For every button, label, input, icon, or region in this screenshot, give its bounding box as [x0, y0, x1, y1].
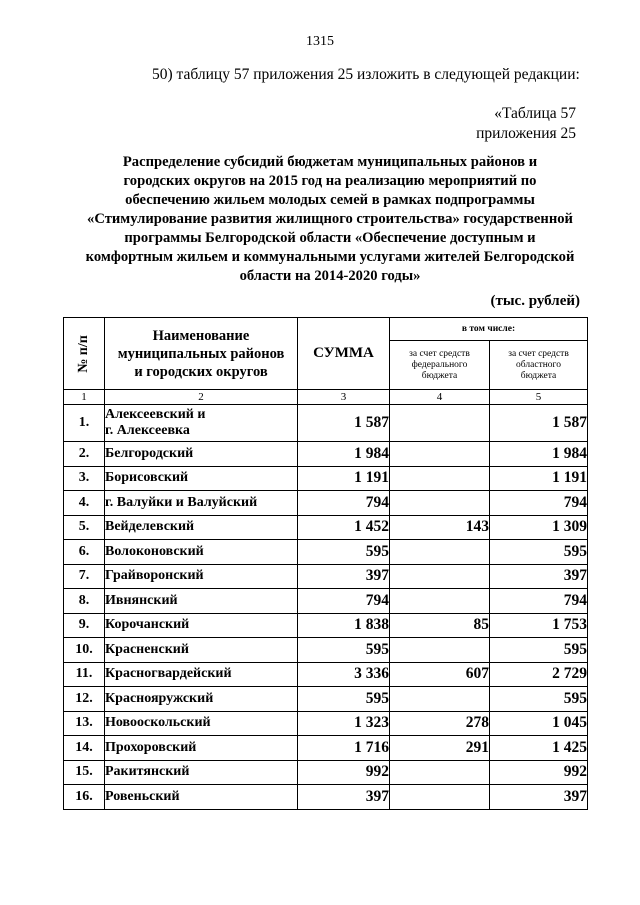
table-row: [64, 491, 588, 516]
row-number: 7.: [64, 564, 105, 589]
table-row: [64, 613, 588, 638]
row-name-line: Вейделевский: [105, 519, 195, 535]
header-name: [105, 318, 298, 390]
table-row: [64, 687, 588, 712]
table-row: [64, 785, 588, 810]
row-number: 14.: [64, 736, 105, 761]
table-row: [64, 515, 588, 540]
row-name-line: Новооскольский: [105, 715, 211, 731]
row-number: 2.: [64, 442, 105, 467]
row-regional: 595: [490, 687, 588, 712]
row-name: [105, 711, 298, 736]
row-sum: 595: [298, 540, 390, 565]
subsidies-table: [63, 317, 588, 810]
row-sum: 1 323: [298, 711, 390, 736]
row-name-line: г. Алексеевка: [105, 423, 190, 438]
table-ref-line: приложения 25: [476, 125, 576, 142]
row-name: [105, 785, 298, 810]
row-number: 4.: [64, 491, 105, 516]
table-row: [64, 442, 588, 467]
heading-line: области на 2014-2020 годы»: [239, 268, 421, 284]
header-federal: [390, 341, 490, 390]
row-sum: 1 984: [298, 442, 390, 467]
table-row: [64, 711, 588, 736]
row-name: [105, 405, 298, 442]
row-federal: [390, 760, 490, 785]
row-name: [105, 662, 298, 687]
row-name-line: Краснояружский: [105, 690, 214, 706]
row-number: 13.: [64, 711, 105, 736]
row-regional: 794: [490, 589, 588, 614]
row-name-line: Ивнянский: [105, 592, 178, 608]
table-row: [64, 405, 588, 442]
heading-line: комфортным жильем и коммунальными услугами жителей Белгородской: [85, 249, 575, 265]
row-name-line: Белгородский: [105, 445, 194, 461]
row-name: [105, 736, 298, 761]
row-federal: [390, 687, 490, 712]
table-row: [64, 760, 588, 785]
header-federal-line: федерального: [411, 359, 468, 370]
header-including: в том числе:: [390, 318, 588, 341]
document-heading: [60, 153, 600, 286]
row-name: [105, 442, 298, 467]
header-regional: [490, 341, 588, 390]
row-number: 16.: [64, 785, 105, 810]
row-sum: 1 716: [298, 736, 390, 761]
row-regional: 595: [490, 638, 588, 663]
row-sum: 794: [298, 491, 390, 516]
row-sum: 595: [298, 638, 390, 663]
row-federal: [390, 638, 490, 663]
row-sum: 3 336: [298, 662, 390, 687]
row-regional: 595: [490, 540, 588, 565]
row-number: 9.: [64, 613, 105, 638]
table-row: [64, 589, 588, 614]
table-ref-line: «Таблица 57: [494, 105, 576, 122]
table-row: [64, 466, 588, 491]
row-sum: 595: [298, 687, 390, 712]
column-number: 1: [64, 390, 105, 405]
row-number: 6.: [64, 540, 105, 565]
header-sum: СУММА: [298, 318, 390, 390]
column-numbers-row: [64, 390, 588, 405]
column-number: 3: [298, 390, 390, 405]
row-name-line: Алексеевский и: [105, 407, 206, 422]
column-number: 4: [390, 390, 490, 405]
heading-line: программы Белгородской области «Обеспечение доступным и: [124, 230, 536, 246]
table-row: [64, 736, 588, 761]
intro-text: 50) таблицу 57 приложения 25 изложить в следующей редакции:: [152, 66, 580, 83]
row-name-line: Ракитянский: [105, 764, 190, 780]
header-name-line: Наименование: [152, 327, 250, 344]
row-name-line: Корочанский: [105, 617, 190, 633]
row-number: 10.: [64, 638, 105, 663]
header-regional-line: за счет средств: [508, 348, 569, 359]
row-regional: 2 729: [490, 662, 588, 687]
row-regional: 1 753: [490, 613, 588, 638]
row-name: [105, 564, 298, 589]
row-name-line: г. Валуйки и Валуйский: [105, 494, 258, 510]
row-regional: 1 191: [490, 466, 588, 491]
row-federal: [390, 405, 490, 442]
header-regional-line: бюджета: [520, 370, 557, 381]
units-label: (тыс. рублей): [490, 293, 580, 309]
row-sum: 1 452: [298, 515, 390, 540]
row-sum: 1 838: [298, 613, 390, 638]
row-name: [105, 540, 298, 565]
row-regional: 794: [490, 491, 588, 516]
row-federal: [390, 540, 490, 565]
header-federal-line: бюджета: [421, 370, 458, 381]
row-regional: 992: [490, 760, 588, 785]
row-name: [105, 466, 298, 491]
row-name-line: Прохоровский: [105, 739, 197, 755]
row-number: 3.: [64, 466, 105, 491]
row-federal: 291: [390, 736, 490, 761]
row-name: [105, 760, 298, 785]
row-name-line: Борисовский: [105, 470, 189, 486]
row-name-line: Красненский: [105, 641, 189, 657]
row-name: [105, 687, 298, 712]
table-row: [64, 638, 588, 663]
page-number: 1315: [306, 34, 334, 49]
row-federal: [390, 491, 490, 516]
row-sum: 1 191: [298, 466, 390, 491]
row-sum: 1 587: [298, 405, 390, 442]
row-federal: 607: [390, 662, 490, 687]
row-federal: [390, 564, 490, 589]
row-regional: 1 984: [490, 442, 588, 467]
header-number-label: № п/п: [76, 334, 91, 373]
header-federal-line: за счет средств: [409, 348, 470, 359]
row-name: [105, 638, 298, 663]
heading-line: «Стимулирование развития жилищного строительства» государственной: [87, 211, 573, 227]
table-reference: [476, 104, 576, 144]
table-body: [64, 405, 588, 810]
row-sum: 794: [298, 589, 390, 614]
row-regional: 397: [490, 564, 588, 589]
row-regional: 1 425: [490, 736, 588, 761]
table-row: [64, 540, 588, 565]
row-name: [105, 515, 298, 540]
table-row: [64, 662, 588, 687]
row-federal: [390, 466, 490, 491]
row-sum: 397: [298, 785, 390, 810]
heading-line: городских округов на 2015 год на реализацию мероприятий по: [123, 173, 537, 189]
row-number: 11.: [64, 662, 105, 687]
row-name: [105, 589, 298, 614]
header-regional-line: областного: [516, 359, 561, 370]
row-number: 8.: [64, 589, 105, 614]
row-federal: 278: [390, 711, 490, 736]
row-name-line: Ровеньский: [105, 788, 180, 804]
header-name-line: и городских округов: [134, 363, 268, 380]
row-sum: 397: [298, 564, 390, 589]
column-number: 5: [490, 390, 588, 405]
row-sum: 992: [298, 760, 390, 785]
row-name-line: Грайворонский: [105, 568, 204, 584]
row-regional: 397: [490, 785, 588, 810]
row-regional: 1 587: [490, 405, 588, 442]
row-number: 15.: [64, 760, 105, 785]
row-number: 12.: [64, 687, 105, 712]
row-federal: 143: [390, 515, 490, 540]
header-number: [64, 318, 105, 390]
table-row: [64, 564, 588, 589]
heading-line: Распределение субсидий бюджетам муниципальных районов и: [122, 154, 538, 170]
row-regional: 1 045: [490, 711, 588, 736]
row-federal: [390, 785, 490, 810]
row-regional: 1 309: [490, 515, 588, 540]
row-federal: [390, 589, 490, 614]
row-name: [105, 491, 298, 516]
row-name-line: Волоконовский: [105, 543, 204, 559]
header-name-line: муниципальных районов: [117, 345, 285, 362]
row-federal: [390, 442, 490, 467]
row-federal: 85: [390, 613, 490, 638]
row-number: 1.: [64, 405, 105, 442]
row-number: 5.: [64, 515, 105, 540]
heading-line: обеспечению жильем молодых семей в рамках подпрограммы: [125, 192, 535, 208]
row-name: [105, 613, 298, 638]
column-number: 2: [105, 390, 298, 405]
row-name-line: Красногвардейский: [105, 666, 232, 682]
